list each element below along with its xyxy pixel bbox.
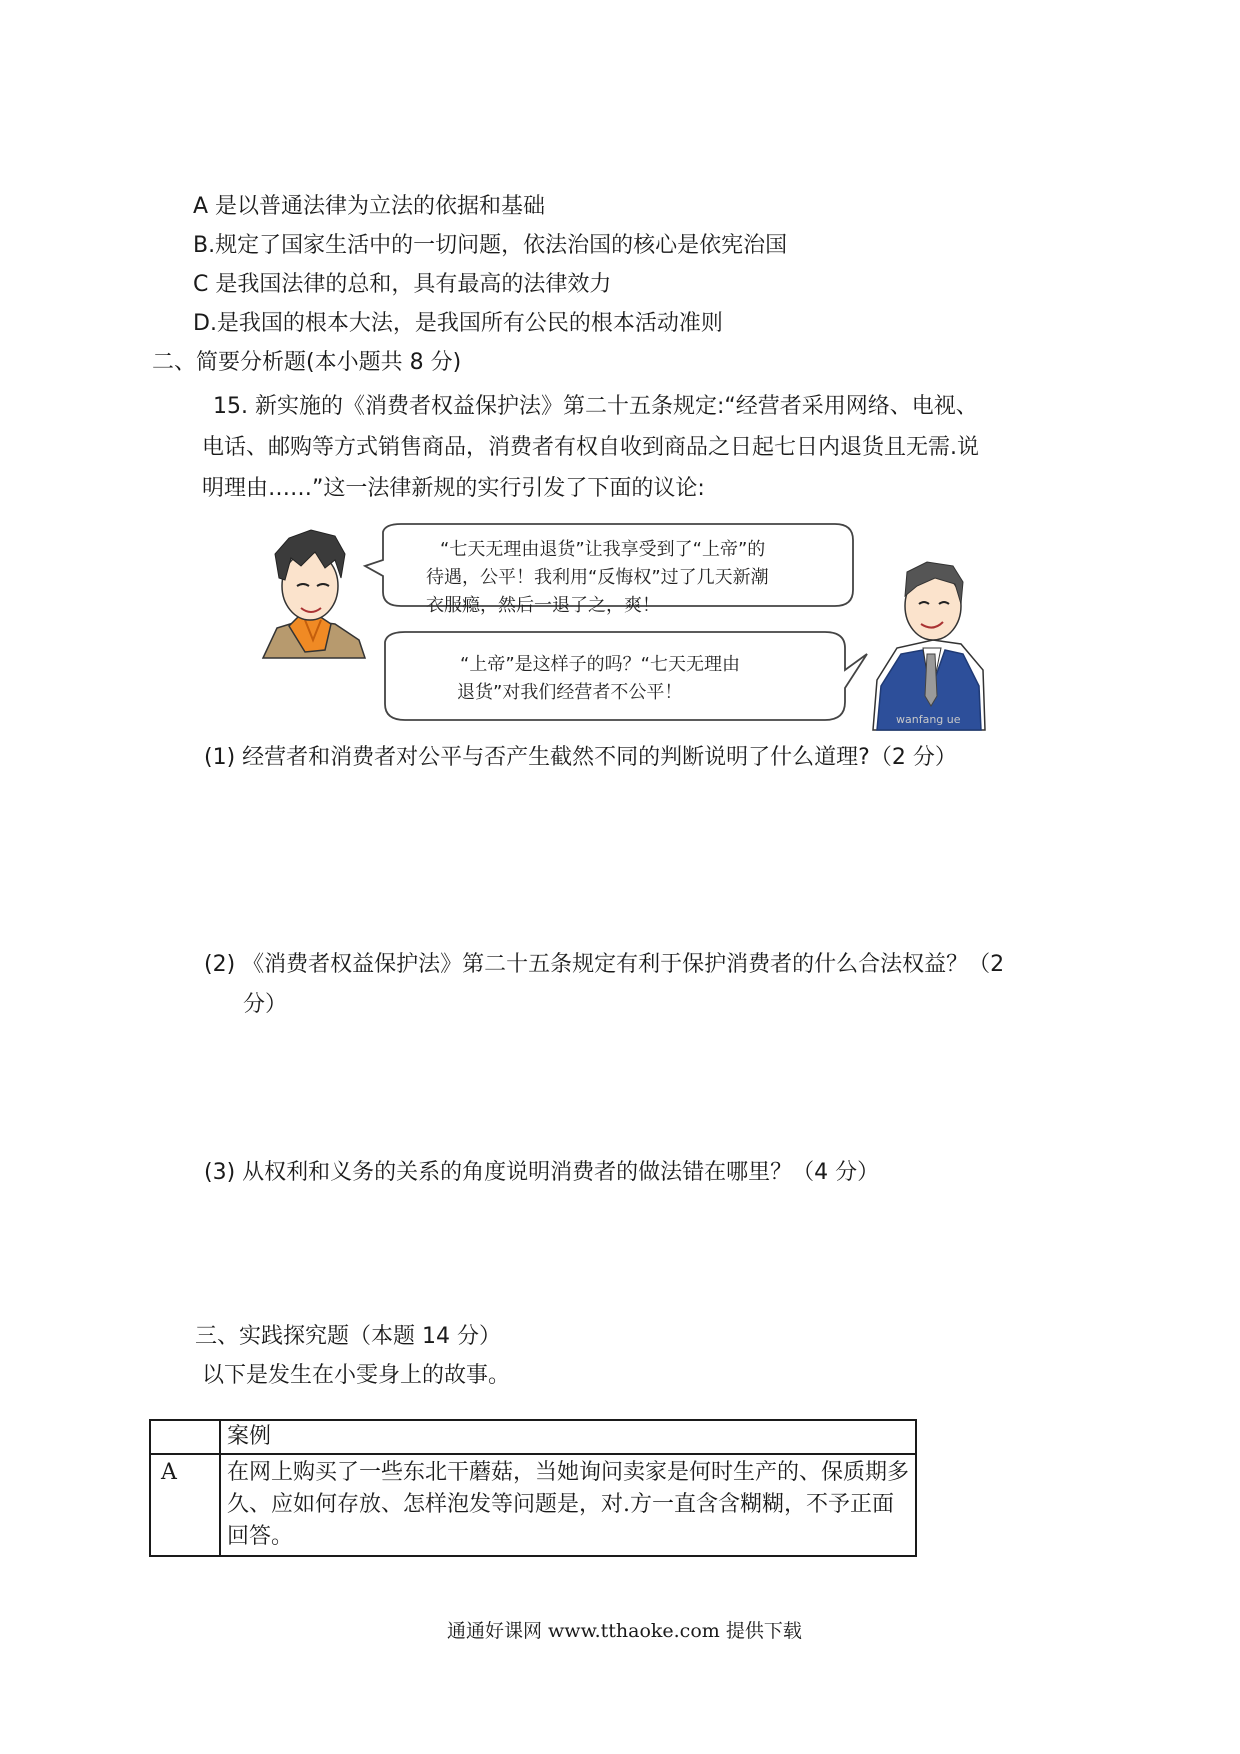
sub-question-2-line-2: 分） — [243, 992, 288, 1017]
sub-question-2-line-1: (2) 《消费者权益保护法》第二十五条规定有利于保护消费者的什么合法权益？（2 — [204, 952, 1005, 977]
table-row — [150, 1454, 916, 1556]
table-row-text: 在网上购买了一些东北干蘑菇，当她询问卖家是何时生产的、保质期多久、应如何存放、怎样泡发等问题是，对.方一直含含糊糊，不予正面回答。 — [220, 1454, 916, 1556]
case-table — [149, 1419, 917, 1557]
question-15-line-3: 明理由……”这一法律新规的实行引发了下面的议论: — [202, 476, 705, 501]
footer-download-note: 通通好课网 www.tthaoke.com 提供下载 — [447, 1620, 802, 1642]
bubble-1-line-1: “七天无理由退货”让我享受到了“上帝”的 — [440, 539, 766, 560]
bubble-2-line-1: “上帝”是这样子的吗？“七天无理由 — [460, 654, 740, 675]
sub-question-1: (1) 经营者和消费者对公平与否产生截然不同的判断说明了什么道理?（2 分） — [204, 745, 957, 770]
question-15-line-2: 电话、邮购等方式销售商品，消费者有权自收到商品之日起七日内退货且无需.说 — [202, 435, 979, 460]
table-header-cell-label — [150, 1420, 220, 1454]
option-c: C 是我国法律的总和，具有最高的法律效力 — [193, 272, 612, 297]
business-owner-figure — [873, 562, 985, 730]
consumer-figure — [263, 530, 365, 658]
bubble-2-line-2: 退货”对我们经营者不公平！ — [457, 682, 683, 703]
option-d: D.是我国的根本大法，是我国所有公民的根本活动准则 — [193, 311, 723, 336]
section-2-title: 二、简要分析题(本小题共 8 分) — [152, 350, 462, 375]
option-a: A 是以普通法律为立法的依据和基础 — [193, 194, 546, 219]
table-row-label: A — [150, 1454, 220, 1556]
image-watermark: wanfang ue — [896, 713, 961, 726]
question-15-line-1: 15. 新实施的《消费者权益保护法》第二十五条规定:“经营者采用网络、电视、 — [213, 394, 978, 419]
table-header-cell-case: 案例 — [220, 1420, 916, 1454]
sub-question-3: (3) 从权利和义务的关系的角度说明消费者的做法错在哪里？（4 分） — [204, 1160, 880, 1185]
table-header-row — [150, 1420, 916, 1454]
bubble-1-line-3: 衣服瘾，然后一退了之，爽！ — [426, 595, 660, 616]
option-b: B.规定了国家生活中的一切问题，依法治国的核心是依宪治国 — [193, 233, 788, 258]
section-3-title: 三、实践探究题（本题 14 分） — [195, 1324, 501, 1349]
bubble-1-line-2: 待遇，公平！我利用“反悔权”过了几天新潮 — [426, 567, 769, 588]
section-3-intro: 以下是发生在小雯身上的故事。 — [202, 1363, 511, 1388]
